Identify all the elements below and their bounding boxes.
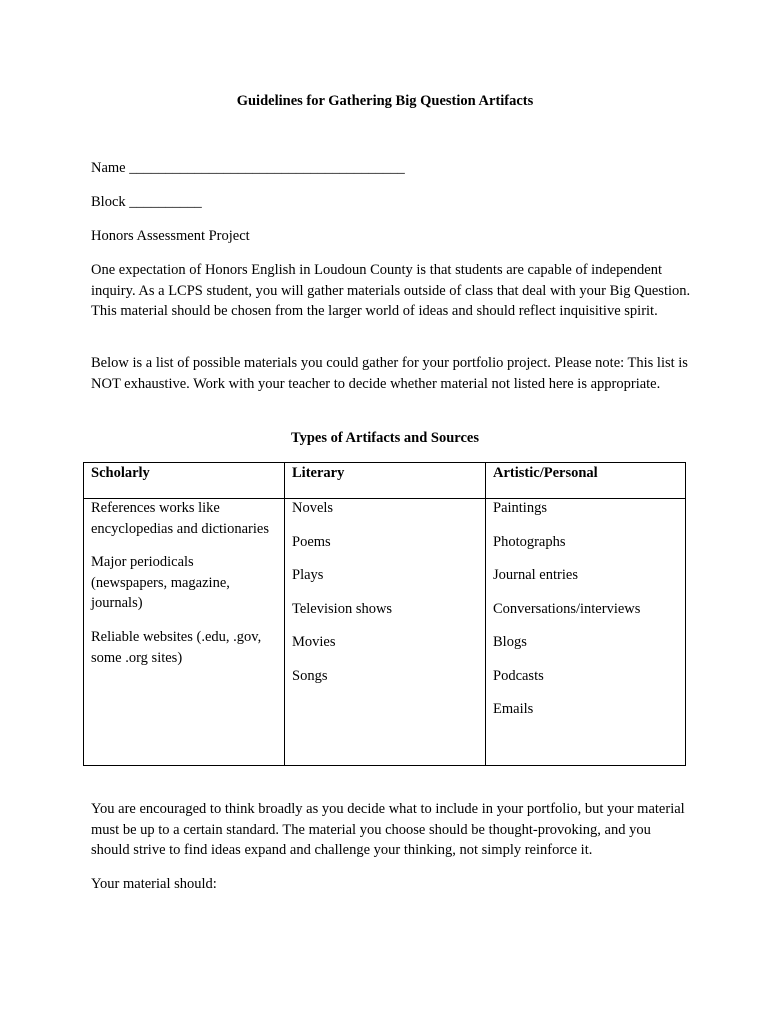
column-header-artistic: Artistic/Personal bbox=[493, 465, 598, 481]
artistic-item: Paintings bbox=[493, 500, 547, 516]
name-field: Name ______________________________________ bbox=[91, 160, 405, 176]
artistic-item: Podcasts bbox=[493, 668, 544, 684]
artistic-item: Conversations/interviews bbox=[493, 601, 641, 617]
document-title: Guidelines for Gathering Big Question Artifacts bbox=[236, 93, 534, 109]
block-field: Block __________ bbox=[91, 194, 202, 210]
column-header-scholarly: Scholarly bbox=[91, 465, 150, 481]
artistic-item: Emails bbox=[493, 701, 534, 717]
column-divider bbox=[485, 463, 486, 765]
materials-paragraph: Below is a list of possible materials you could gather for your portfolio project. Please note: This list is NOT exhaustive. Work with your teacher to decide whether material not listed here is appropriate. bbox=[91, 355, 688, 392]
literary-item: Songs bbox=[292, 668, 328, 684]
literary-item: Poems bbox=[292, 534, 331, 550]
table-title: Types of Artifacts and Sources bbox=[291, 430, 479, 446]
artistic-item: Journal entries bbox=[493, 567, 578, 583]
literary-item: Movies bbox=[292, 634, 336, 650]
artifacts-table bbox=[83, 462, 686, 766]
literary-item: Novels bbox=[292, 500, 334, 516]
artistic-item: Blogs bbox=[493, 634, 527, 650]
intro-paragraph: One expectation of Honors English in Loudoun County is that students are capable of independent inquiry. As a LCPS student, you will gather materials outside of class that deal with your Big Question. This material should be chosen from the larger world of ideas and should reflect inquisitive spirit. bbox=[91, 262, 691, 320]
artistic-item: Photographs bbox=[493, 534, 566, 550]
scholarly-item: References works like encyclopedias and dictionaries bbox=[91, 500, 269, 537]
literary-item: Plays bbox=[292, 567, 324, 583]
material-should-label: Your material should: bbox=[91, 876, 217, 892]
project-label: Honors Assessment Project bbox=[91, 228, 250, 244]
column-header-literary: Literary bbox=[292, 465, 345, 481]
literary-item: Television shows bbox=[292, 601, 393, 617]
scholarly-item: Reliable websites (.edu, .gov, some .org sites) bbox=[91, 629, 262, 666]
column-divider bbox=[284, 463, 285, 765]
scholarly-item: Major periodicals (newspapers, magazine, journals) bbox=[91, 554, 230, 612]
standards-paragraph: You are encouraged to think broadly as you decide what to include in your portfolio, but your material must be up to a certain standard. The material you choose should be thought-provoking, and you should strive to find ideas expand and challenge your thinking, not simply reinforce it. bbox=[91, 801, 685, 859]
